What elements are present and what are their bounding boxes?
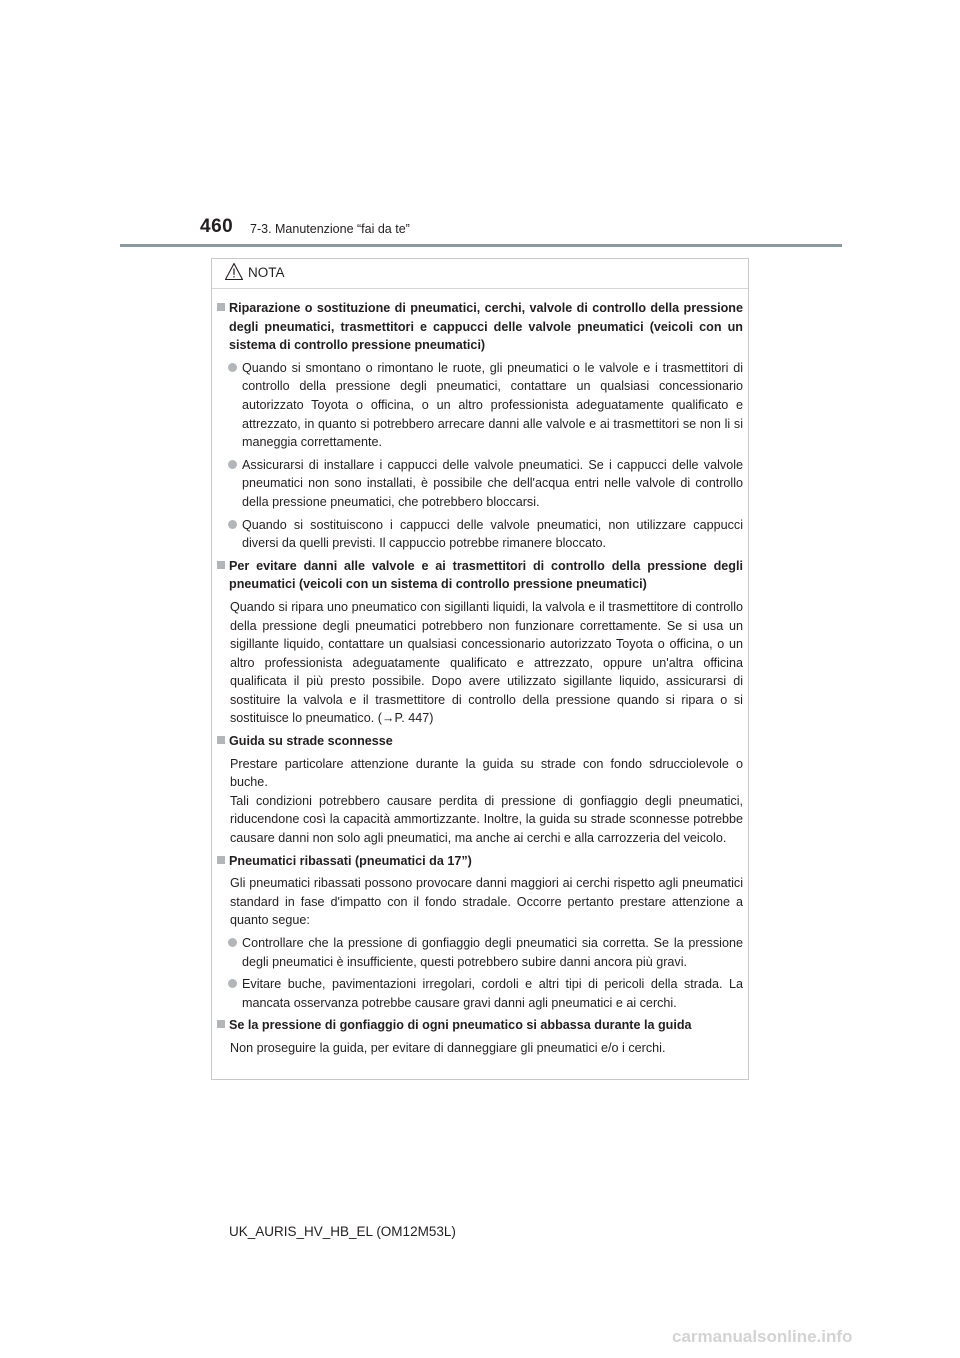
note-item: Assicurarsi di installare i cappucci delle valvole pneumatici. Se i cappucci delle valvole pneumatici non sono installati, è possibile che dell'acqua entri nelle valvole di controllo della pressione pneumatici, che potrebbero bloccarsi. xyxy=(216,456,743,512)
note-item: Pneumatici ribassati (pneumatici da 17”) xyxy=(216,852,743,871)
note-item: Evitare buche, pavimentazioni irregolari, cordoli e altri tipi di pericoli della strada. La mancata osservanza potrebbe causare gravi danni agli pneumatici e ai cerchi. xyxy=(216,975,743,1012)
square-bullet-icon xyxy=(217,856,225,864)
square-bullet-icon xyxy=(217,736,225,744)
note-item: Quando si smontano o rimontano le ruote, gli pneumatici o le valvole e i trasmettitori di controllo della pressione degli pneumatici, contattare un qualsiasi concessionario autorizzato Toyota o officina, o un altro professionista adeguatamente qualificato e attrezzato, in quanto si potrebbero arrecare danni alle valvole e ai trasmettitori se non li si maneggia correttamente. xyxy=(216,359,743,452)
page-number: 460 xyxy=(200,216,234,237)
note-divider xyxy=(212,288,748,289)
watermark: carmanualsonline.info xyxy=(672,1327,853,1346)
note-header xyxy=(224,262,285,281)
circle-bullet-icon xyxy=(228,979,237,988)
note-item: Quando si ripara uno pneumatico con sigillanti liquidi, la valvola e il trasmettitore di controllo della pressione degli pneumatici potrebbero non funzionare correttamente. Se si usa un sigillante liquido, contattare un qualsiasi concessionario autorizzato Toyota o officina, o un altro professionista adeguatamente qualificato e attrezzato, oppure un'altra officina qualificata il più presto possibile. Dopo avere utilizzato sigillante liquido, assicurarsi di sostituire la valvola e il trasmettitore di controllo della pressione quando si ripara o si sostituisce lo pneumatico. (→P. 447) xyxy=(230,599,743,726)
note-item: Se la pressione di gonfiaggio di ogni pneumatico si abbassa durante la guida xyxy=(216,1016,743,1035)
footer-code: UK_AURIS_HV_HB_EL (OM12M53L) xyxy=(229,1224,456,1239)
circle-bullet-icon xyxy=(228,363,237,372)
header-rule xyxy=(120,244,842,247)
circle-bullet-icon xyxy=(228,520,237,529)
warning-triangle-icon xyxy=(224,262,244,281)
note-item: Non proseguire la guida, per evitare di danneggiare gli pneumatici e/o i cerchi. xyxy=(230,1040,666,1055)
square-bullet-icon xyxy=(217,303,225,311)
circle-bullet-icon xyxy=(228,460,237,469)
note-item: Gli pneumatici ribassati possono provocare danni maggiori ai cerchi rispetto agli pneumatici standard in fase d'impatto con il fondo stradale. Occorre pertanto prestare attenzione a quanto segue: xyxy=(230,876,743,928)
square-bullet-icon xyxy=(217,561,225,569)
note-item: Riparazione o sostituzione di pneumatici, cerchi, valvole di controllo della pressione degli pneumatici, trasmettitori e cappucci delle valvole pneumatici (veicoli con un sistema di controllo pressione pneumatici) xyxy=(216,299,743,355)
note-item: Tali condizioni potrebbero causare perdita di pressione di gonfiaggio degli pneumatici, riducendone così la capacità ammortizzante. Inoltre, la guida su strade sconnesse potrebbe causare danni non solo agli pneumatici, ma anche ai cerchi e alla carrozzeria del veicolo. xyxy=(230,793,743,846)
note-content xyxy=(216,299,743,1062)
note-label: NOTA xyxy=(248,265,285,280)
note-item: Per evitare danni alle valvole e ai trasmettitori di controllo della pressione degli pneumatici (veicoli con un sistema di controllo pressione pneumatici) xyxy=(216,557,743,594)
section-title: 7-3. Manutenzione “fai da te” xyxy=(250,222,410,236)
note-item: Controllare che la pressione di gonfiaggio degli pneumatici sia corretta. Se la pressione degli pneumatici è insufficiente, questi potrebbero subire danni ancora più gravi. xyxy=(216,934,743,971)
note-item: Quando si sostituiscono i cappucci delle valvole pneumatici, non utilizzare cappucci diversi da quelli previsti. Il cappuccio potrebbe rimanere bloccato. xyxy=(216,516,743,553)
note-item: Guida su strade sconnesse xyxy=(216,732,743,751)
square-bullet-icon xyxy=(217,1020,225,1028)
note-item: Prestare particolare attenzione durante la guida su strade con fondo sdrucciolevole o buche. xyxy=(230,756,743,790)
circle-bullet-icon xyxy=(228,938,237,947)
